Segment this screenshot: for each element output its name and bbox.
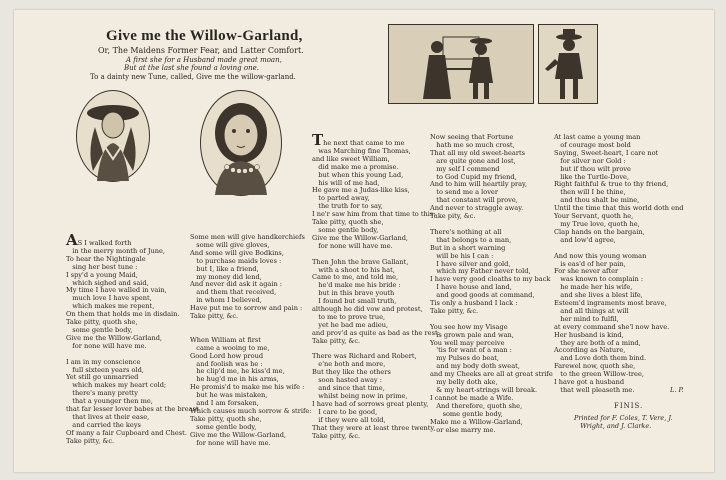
broadside-sheet (14, 10, 714, 472)
subtitle-line-1: A first she for a Husband made great moan, (126, 56, 282, 64)
man-portrait-woodcut (76, 90, 150, 182)
verse-column-4: Now seeing that Fortune hath me so much crost, That all my old sweet-hearts are quite gone and lost, my self I commend to God Cupid my friend, And to him will heartily pray, to send me a lover that constant will prove, And never to straggle away. Take pity, &c. There's nothing at all that belongs to a man, But in a short warning will be his I can : I have silver and gold, which my Father never told, I have very good cloaths to my back I have house and land, and good goods at command, Tis only a husband I lack : Take pitty, &c. You see how my Visage is grown pale and wan, You well may perceive 'tis for want of a man : my Pulses do beat, and my body doth sweat, and my Cheeks are all at great strife my belly doth ake, & my heart-strings will break. I cannot be made a Wife. And therefore, quoth she, some gentle body, Make me a Willow-Garland, or else marry me. (430, 133, 553, 434)
printer-imprint: Printed for F. Coles, T. Vere, J. Wright, and J. Clarke. (574, 414, 673, 430)
tune-line: To a dainty new Tune, called, Give me the willow-garland. (90, 73, 296, 81)
subtitle-line-2: But at the last she found a loving one. (124, 64, 259, 72)
verse-column-5: At last came a young man of courage most bold Saying, Sweet-heart, I care not for silver nor Gold : but if thou wilt prove like the Turtle-Dove, Right faithful & true to thy friend, then will I be thine, and thou shalt be mine, Until the time that this world doth end Your Servant, quoth he, my True love, quoth he, Clap hands on the bargain, and low'd agree, And now this young woman is eas'd of her pain, For she never after was known to complain : he made her his wife, and she lives a blest life, Esteem'd ingraments most brave, and all things at will her mind to fulfil, at every command she'l now have. Her husband is kind, they are both of a mind, According as Nature, and Love doth them bind. Farewel now, quoth she, to the green Willow-tree, I have got a husband that well pleaseth me. (554, 133, 684, 394)
verse-column-1 (66, 231, 199, 446)
verse-column-3-text: he next that came to me was Marching fine Thomas, and like sweet William, did make me a promise. but when this young Lad, his will of me had, He gave me a Judas-like kiss, to parted away, the truth for to say, I ne'r saw him from that time to this: Take pitty, quoth she, some gentle body, Give me the Willow-Garland, for none will have me. Then John the brave Gallant, with a shoot to his hat, Came to me, and told me, he'd make me his bride : but in this brave youth I found but small truth, although he did vow and protest, to me to prove true, yet he bad me adieu, and prov'd as quite as bad as the rest: Take pitty, &c. There was Richard and Robert, e'ne both and more, But they like the others soon hasted away : and since that time, whilst being now in prime, I have had of sorrows great plenty, I care to be good, if they were all told, That they were at least three twenty, Take pitty, &c. (312, 139, 440, 440)
verse-column-3 (312, 131, 440, 440)
finis-mark: FINIS. (614, 402, 644, 410)
gentleman-woodcut (538, 24, 598, 104)
drop-cap-a: A (66, 231, 78, 249)
ballad-subtitle: Or, The Maidens Former Fear, and Latter Comfort. (98, 46, 304, 55)
ballad-title: Give me the Willow-Garland, (106, 28, 303, 44)
verse-column-1-text: S I walked forth in the merry month of June, To hear the Nightingale sing her best tune : I spy'd a young Maid, which sighed and said, My time I have walled in vain, much love I have spent, which makes me repent, On them that holds me in disdain. Take pitty, quoth she, some gentle body, Give me the Willow-Garland, for none will have me. I am in my conscience full sixteen years old, Yet still go unmarried which makes my heart cold; there's many pretty that a younger then me, that far lesser lover babes at the breast that lives at their ease, and carried the keys Of many a fair Cupboard and Chest. Take pitty, &c. (66, 239, 199, 445)
author-initials: L. P. (670, 386, 684, 394)
verse-column-2: Some men will give handkerchiefs some will give gloves, And some will give Bodkins, to purchase maids loves : but I, like a friend, my money did lend, And never did ask it again : and them that received, in whom I believed, Have put me to sorrow and pain : Take pitty, &c. When William at first came a wooing to me, Good Lord how proud and foolish was he : he clip'd me, he kiss'd me, he hug'd me in his arms, He promis'd to make me his wife : but he was mistaken, and I am forsaken, Which causes much sorrow & strife: Take pitty, quoth she, some gentle body, Give me the Willow-Garland, for none will have me. (190, 233, 312, 447)
drop-cap-t: T (312, 131, 324, 149)
woman-portrait-woodcut (200, 90, 282, 196)
couple-woodcut (388, 24, 534, 104)
